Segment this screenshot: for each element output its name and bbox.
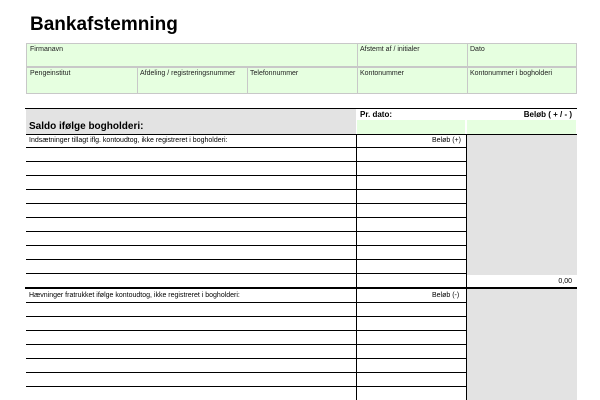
reconciled-by-field[interactable] [357, 53, 466, 66]
table-row[interactable] [26, 372, 466, 373]
table-row[interactable] [26, 259, 466, 260]
table-row[interactable] [26, 147, 466, 148]
table-row[interactable] [26, 175, 466, 176]
branch-label: Afdeling / registreringsnummer [140, 70, 236, 77]
phone-label: Telefonnummer [250, 70, 299, 77]
firm-name-field[interactable] [27, 53, 356, 66]
firm-name-label: Firmanavn [30, 46, 64, 53]
phone-field[interactable] [247, 78, 356, 93]
table-row[interactable] [26, 344, 466, 345]
bank-field[interactable] [27, 78, 136, 93]
table-row[interactable] [26, 330, 466, 331]
date-field[interactable] [467, 53, 576, 66]
account-label: Kontonummer [360, 70, 404, 77]
as-of-date-label: Pr. dato: [360, 110, 393, 119]
balance-amount-label: Beløb ( + / - ) [523, 110, 572, 119]
ledger-account-label: Kontonummer i bogholderi [470, 70, 553, 77]
table-row[interactable] [26, 316, 466, 317]
deposits-amount-label: Beløb (+) [432, 137, 461, 144]
account-field[interactable] [357, 78, 466, 93]
ledger-account-field[interactable] [467, 78, 576, 93]
table-row[interactable] [26, 161, 466, 162]
deposits-total: 0,00 [558, 278, 572, 285]
table-row[interactable] [26, 245, 466, 246]
table-row[interactable] [26, 273, 466, 274]
divider [356, 135, 357, 287]
table-row[interactable] [26, 217, 466, 218]
table-row[interactable] [26, 189, 466, 190]
deposits-label: Indsætninger tillagt iflg. kontoudtog, ikke registreret i bogholderi: [29, 137, 228, 144]
branch-field[interactable] [137, 78, 246, 93]
withdrawals-label: Hævninger fratrukket ifølge kontoudtog, ikke registreret i bogholderi: [29, 292, 240, 299]
balance-label: Saldo ifølge bogholderi: [29, 121, 144, 132]
withdrawals-side-panel [467, 289, 577, 400]
balance-amount-field[interactable] [467, 120, 576, 134]
date-label: Dato [470, 46, 485, 53]
reconciled-by-label: Afstemt af / initialer [360, 46, 420, 53]
divider [466, 135, 467, 287]
page-title: Bankafstemning [30, 14, 178, 35]
divider [466, 289, 467, 400]
withdrawals-amount-label: Beløb (-) [432, 292, 460, 299]
table-row[interactable] [26, 231, 466, 232]
table-row[interactable] [26, 358, 466, 359]
table-row[interactable] [26, 302, 466, 303]
bank-label: Pengeinstitut [30, 70, 71, 77]
as-of-date-field[interactable] [357, 120, 465, 134]
deposits-side-panel [467, 135, 577, 275]
table-row[interactable] [26, 203, 466, 204]
table-row[interactable] [26, 386, 466, 387]
